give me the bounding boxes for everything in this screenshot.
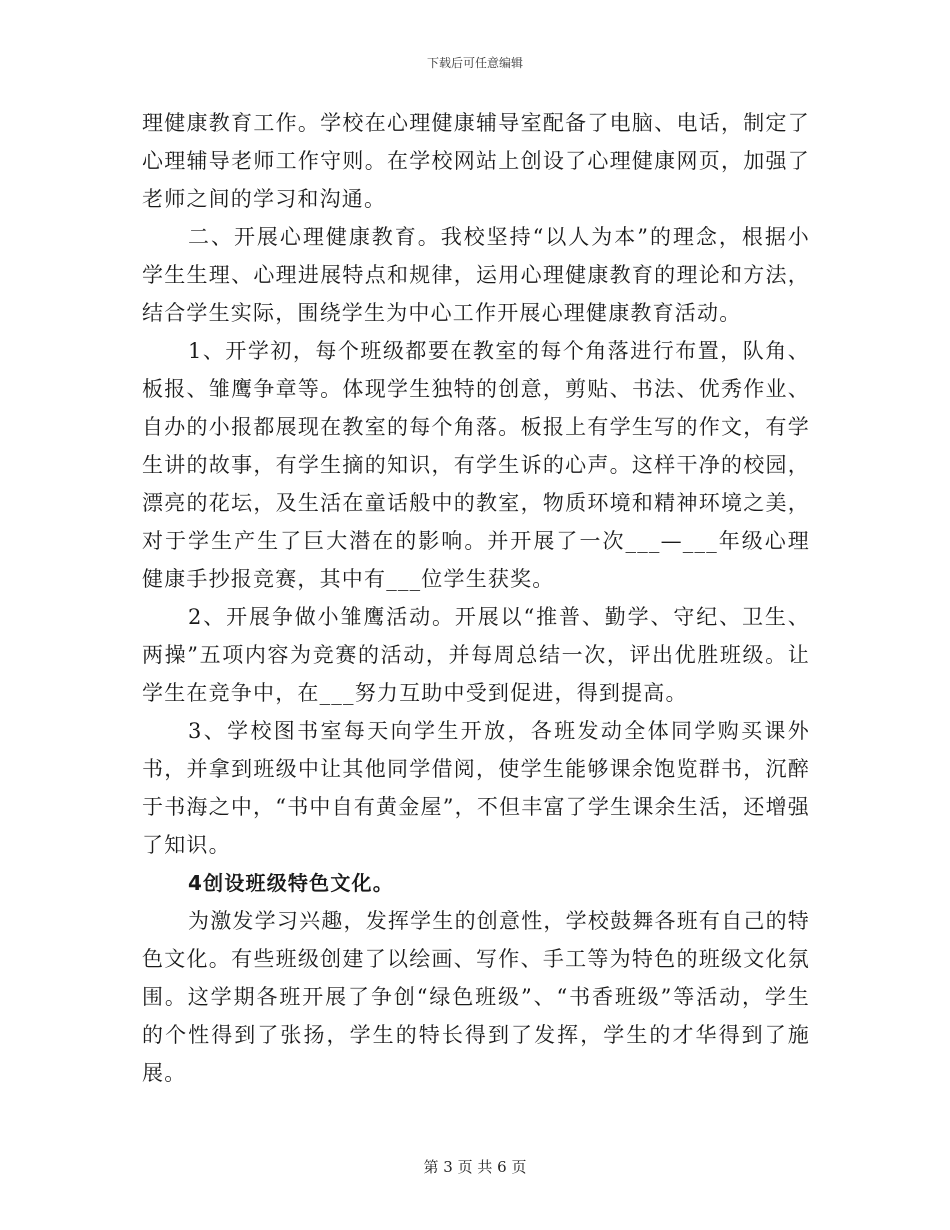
section-heading-4: 4创设班级特色文化。 [188,871,394,895]
paragraph-section-two: 二、开展心理健康教育。我校坚持“以人为本”的理念，根据小学生生理、心理进展特点和规律，运用心理健康教育的理论和方法，结合学生实际，围绕学生为中心工作开展心理健康教育活动。 [142,225,810,325]
paragraph-continuation: 理健康教育工作。学校在心理健康辅导室配备了电脑、电话，制定了心理辅导老师工作守则。在学校网站上创设了心理健康网页，加强了老师之间的学习和沟通。 [142,111,810,211]
paragraph-item-2: 2、开展争做小雏鹰活动。开展以“推普、勤学、守纪、卫生、两操”五项内容为竞赛的活动，并每周总结一次，评出优胜班级。让学生在竞争中，在___努力互助中受到促进，得到提高。 [142,605,810,705]
page-number: 第 3 页 共 6 页 [423,1158,527,1176]
paragraph-item-1: 1、开学初，每个班级都要在教室的每个角落进行布置，队角、板报、雏鹰争章等。体现学生独特的创意，剪贴、书法、优秀作业、自办的小报都展现在教室的每个角落。板报上有学生写的作文，有学生讲的故事，有学生摘的知识，有学生诉的心声。这样干净的校园，漂亮的花坛，及生活在童话般中的教室，物质环境和精神环境之美，对于学生产生了巨大潜在的影响。并开展了一次___—___年级心理健康手抄报竞赛，其中有___位学生获奖。 [142,339,810,591]
paragraph-item-3: 3、学校图书室每天向学生开放，各班发动全体同学购买课外书，并拿到班级中让其他同学借阅，使学生能够课余饱览群书，沉醉于书海之中，“书中自有黄金屋”，不但丰富了学生课余生活，还增强了知识。 [142,719,810,857]
paragraph-item-4-body: 为激发学习兴趣，发挥学生的创意性，学校鼓舞各班有自己的特色文化。有些班级创建了以绘画、写作、手工等为特色的班级文化氛围。这学期各班开展了争创“绿色班级”、“书香班级”等活动，学生的个性得到了张扬，学生的特长得到了发挥，学生的才华得到了施展。 [142,909,810,1085]
document-body [142,104,810,1092]
page-header: 下载后可任意编辑 [426,56,523,70]
